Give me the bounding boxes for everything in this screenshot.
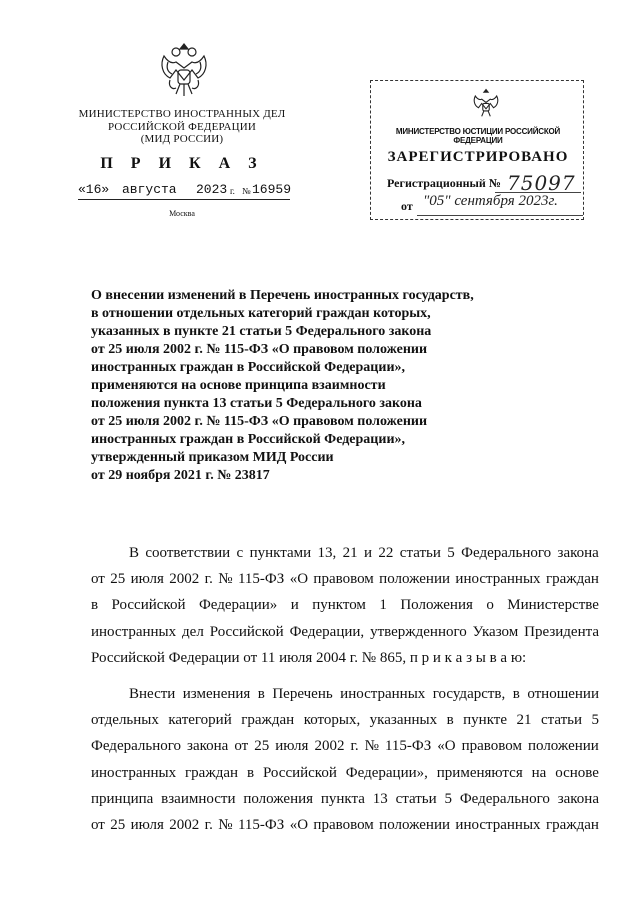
paragraph-1 (91, 540, 599, 671)
word: основе (555, 764, 599, 781)
subject-line: от 25 июля 2002 г. № 115-ФЗ «О правовом положении (91, 414, 428, 429)
word: Российской (209, 623, 284, 640)
word: пунктом (312, 597, 366, 614)
word: Министерстве (507, 597, 599, 614)
word: 25 (110, 817, 126, 834)
word: 2002 (169, 817, 200, 834)
word: 22 (378, 545, 394, 561)
word: принципа (91, 790, 154, 807)
word: Перечень (272, 686, 333, 703)
word: 13 (372, 790, 388, 807)
word: граждан (241, 712, 295, 729)
stamp-date: "05" сентября 2023г. (423, 193, 558, 209)
order-year: 2023 (196, 182, 228, 197)
word: иностранных (455, 571, 541, 588)
word: на (531, 764, 547, 781)
word: Федерации» (198, 597, 278, 614)
word: и (364, 545, 373, 561)
order-underline (78, 199, 290, 200)
body-line (91, 540, 599, 566)
order-number-label: № (242, 186, 251, 196)
word: изменения (182, 686, 251, 703)
word: закона (557, 545, 599, 561)
subject-line: иностранных граждан в Российской Федерации», (91, 432, 406, 447)
stamp-registered: ЗАРЕГИСТРИРОВАНО (387, 149, 569, 165)
word: В (129, 545, 140, 561)
word: Федерального (459, 790, 550, 807)
word: соответствии (145, 545, 231, 561)
word: правовом (313, 571, 374, 588)
order-month: августа (122, 182, 177, 197)
word: Президента (524, 623, 599, 640)
word: граждан (545, 817, 599, 834)
word: 1 (379, 597, 387, 614)
paragraph-2 (91, 681, 599, 838)
order-year-suffix: г. (230, 186, 235, 196)
word: утвержденного (370, 623, 467, 640)
subject-line: от 25 июля 2002 г. № 115-ФЗ «О правовом положении (91, 342, 428, 357)
word: июля (275, 738, 309, 755)
word: 13, (317, 545, 337, 561)
word: в (257, 686, 265, 703)
word: 115-ФЗ (384, 738, 432, 755)
ministry-line: РОССИЙСКОЙ ФЕДЕРАЦИИ (107, 120, 257, 133)
word: пункте (463, 712, 507, 729)
word: от (91, 817, 105, 834)
word: в (512, 686, 520, 703)
body-line (91, 707, 599, 733)
order-number: 16959 (252, 182, 292, 197)
word: применяются (436, 764, 523, 781)
word: 5 (444, 790, 452, 807)
city: Москва (169, 209, 195, 218)
subject-line: применяются на основе принципа взаимности (91, 378, 386, 393)
word: пунктами (249, 545, 312, 561)
word: указанных (369, 712, 438, 729)
body-line: Российской Федерации от 11 июля 2004 г. № 865, п р и к а з ы в а ю: (91, 649, 527, 666)
word: 5 (591, 712, 599, 729)
coat-of-arms-icon (156, 40, 212, 102)
ministry-name (72, 108, 292, 146)
order-title: П Р И К А З (100, 155, 264, 172)
body-line (91, 619, 599, 645)
word: граждан (545, 571, 599, 588)
word: статьи (540, 712, 583, 729)
order-subject (91, 287, 531, 485)
word: иностранных (340, 686, 426, 703)
body-line (91, 760, 599, 786)
body-line (91, 786, 599, 812)
word: пункта (320, 790, 365, 807)
word: категорий (168, 712, 232, 729)
word: Указом (472, 623, 519, 640)
order-day: «16» (78, 182, 110, 197)
subject-line: указанных в пункте 21 статьи 5 Федерального закона (91, 324, 432, 339)
word: 25 (110, 571, 126, 588)
subject-line: от 29 ноября 2021 г. № 23817 (91, 468, 270, 483)
subject-line: в отношении отдельных категорий граждан которых, (91, 306, 431, 321)
word: Федерации», (345, 764, 428, 781)
word: 2002 (169, 571, 200, 588)
word: в (246, 764, 255, 781)
stamp-ministry: МИНИСТЕРСТВО ЮСТИЦИИ РОССИЙСКОЙ ФЕДЕРАЦИИ (395, 127, 561, 145)
subject-line: иностранных граждан в Российской Федерации», (91, 360, 406, 375)
stamp-reg-number-label: Регистрационный № (387, 176, 501, 190)
word: закона (557, 790, 599, 807)
word: с (236, 545, 244, 561)
word: «О (289, 571, 309, 588)
word: Внести (129, 686, 176, 703)
word: Российской (111, 597, 186, 614)
body-line (91, 566, 599, 592)
word: иностранных (455, 817, 541, 834)
word: отдельных (91, 712, 159, 729)
word: правовом (461, 738, 522, 755)
order-body (91, 540, 599, 838)
word: положении (379, 817, 451, 834)
word: № (218, 571, 233, 588)
word: от (91, 571, 105, 588)
subject-line: положения пункта 13 статьи 5 Федерального закона (91, 396, 422, 411)
body-line (91, 733, 599, 759)
word: № (218, 817, 233, 834)
word: Федерации, (289, 623, 365, 640)
word: отношении (527, 686, 599, 703)
word: 25 (254, 738, 270, 755)
body-line (91, 592, 599, 618)
ministry-line: (МИД РОССИИ) (140, 133, 224, 145)
word: 115-ФЗ (237, 571, 285, 588)
word: 5 (447, 545, 455, 561)
word: г. (204, 571, 213, 588)
word: взаимности (161, 790, 236, 807)
word: статьи (395, 790, 437, 807)
word: г. (350, 738, 359, 755)
subject-line: утвержденный приказом МИД России (91, 450, 334, 465)
word: граждан (185, 764, 239, 781)
word: иностранных (91, 764, 177, 781)
word: Федерального (461, 545, 552, 561)
order-date-number (78, 182, 290, 200)
word: закона (187, 738, 229, 755)
word: и (290, 597, 299, 614)
word: г. (204, 817, 213, 834)
word: «О (289, 817, 309, 834)
word: положении (527, 738, 599, 755)
registration-stamp (370, 80, 584, 220)
word: 21 (516, 712, 532, 729)
ministry-line: МИНИСТЕРСТВО ИНОСТРАННЫХ ДЕЛ (78, 108, 286, 120)
word: иностранных (91, 623, 177, 640)
word: Федерального (91, 738, 182, 755)
word: № (364, 738, 379, 755)
coat-of-arms-icon (471, 87, 501, 121)
word: июля (130, 571, 164, 588)
word: 21 (342, 545, 358, 561)
subject-line: О внесении изменений в Перечень иностранных государств, (91, 288, 474, 303)
word: о (486, 597, 494, 614)
word: Положения (400, 597, 473, 614)
word: в (446, 712, 454, 729)
word: Российской (262, 764, 337, 781)
word: дел (182, 623, 204, 640)
body-line (91, 812, 599, 838)
word: от (234, 738, 249, 755)
word: государств, (432, 686, 506, 703)
stamp-underline (417, 215, 583, 216)
stamp-reg-number: 75097 (507, 171, 576, 195)
word: 115-ФЗ (237, 817, 285, 834)
word: положения (243, 790, 314, 807)
stamp-date-label: от (401, 199, 413, 213)
body-line (91, 681, 599, 707)
word: статьи (399, 545, 441, 561)
word: правовом (313, 817, 374, 834)
word: 2002 (314, 738, 345, 755)
word: в (91, 597, 99, 614)
word: которых, (303, 712, 361, 729)
word: июля (130, 817, 164, 834)
word: «О (437, 738, 456, 755)
word: положении (379, 571, 451, 588)
